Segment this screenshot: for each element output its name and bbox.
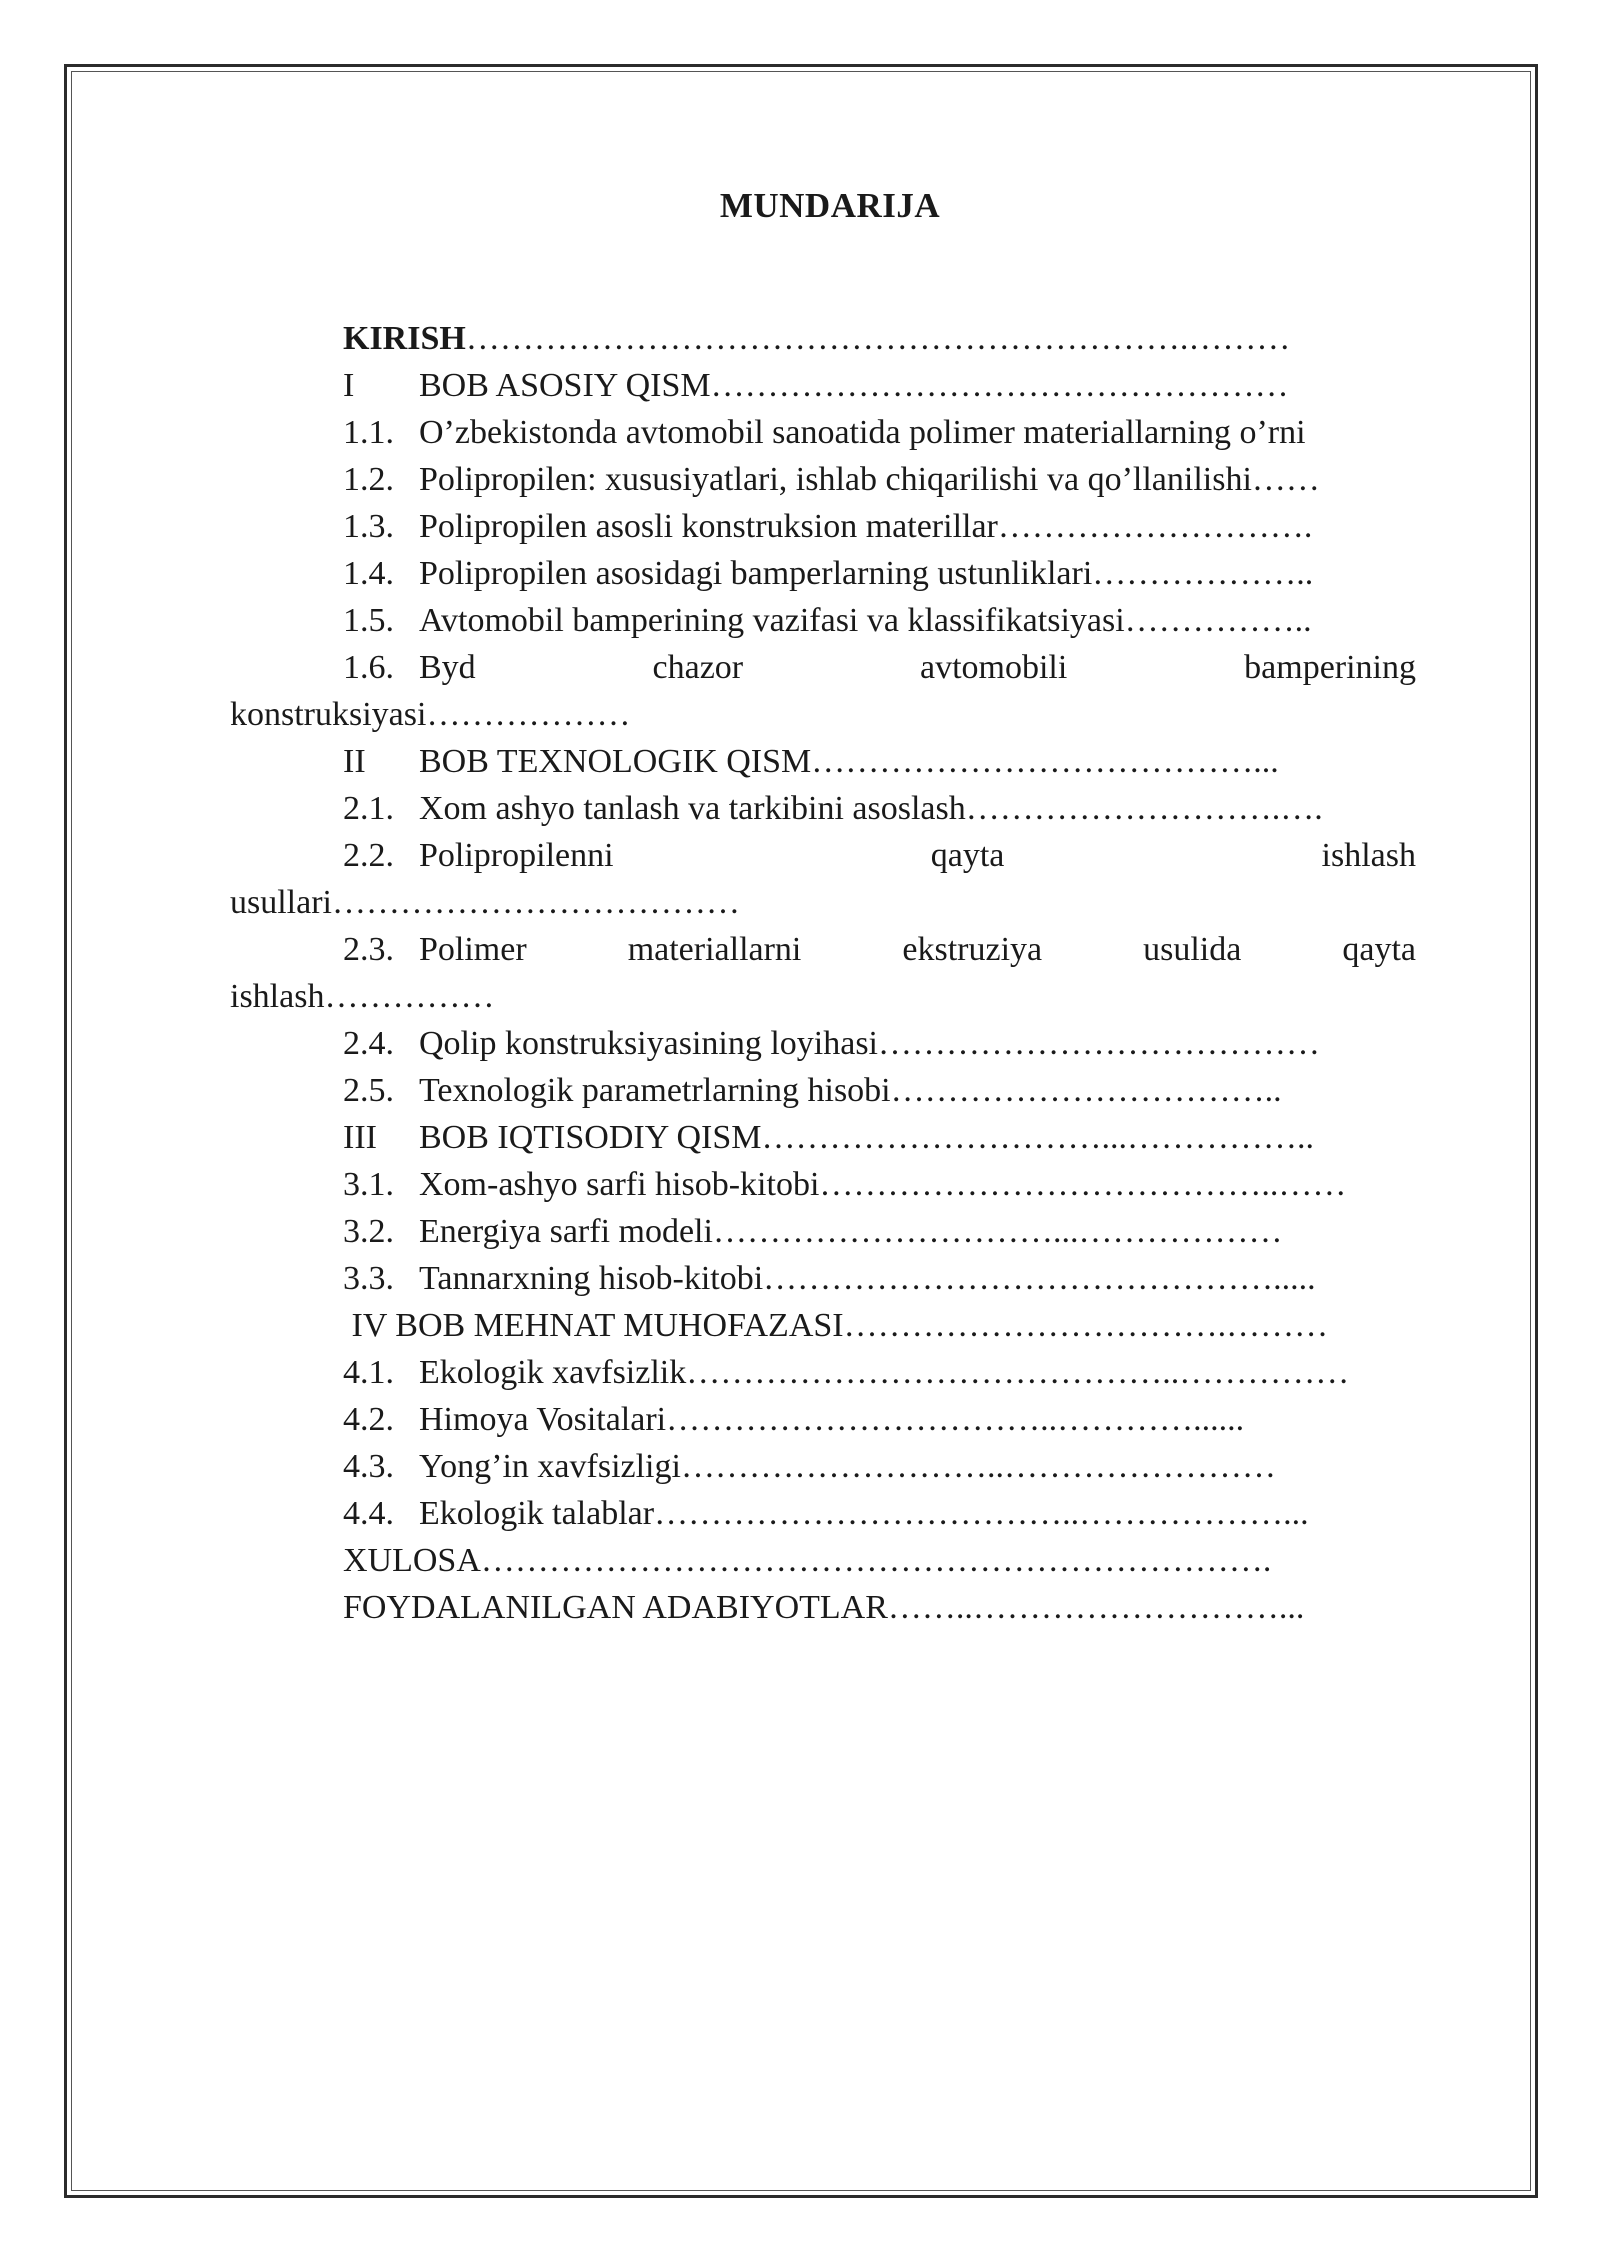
toc-text: Polipropilen: xususiyatlari, ishlab chiqarilishi va qo’llanilishi…… <box>419 461 1320 498</box>
toc-entry-2-2 <box>230 832 1416 879</box>
toc-text: Tannarxning hisob-kitobi………………………………………..... <box>419 1260 1316 1297</box>
toc-entry-2-4 <box>230 1020 1416 1067</box>
toc-entry-1-1 <box>230 409 1416 456</box>
toc-text: Polipropilen asosidagi bamperlarning ustunliklari……………….. <box>419 555 1314 592</box>
toc-number: 2.2. <box>343 837 394 874</box>
toc-entry-xulosa: XULOSA……………………………………………………………. <box>343 1542 1272 1579</box>
toc-entry-4-1 <box>230 1349 1416 1396</box>
toc-number: 4.4. <box>343 1495 394 1532</box>
toc-number: 1.6. <box>343 649 394 686</box>
toc-number: 2.5. <box>343 1072 394 1109</box>
toc-word: ekstruziya <box>902 931 1043 968</box>
toc-word: avtomobili <box>919 649 1068 686</box>
toc-word: ishlash <box>1321 837 1416 874</box>
toc-number: III <box>343 1119 377 1156</box>
toc-entry-chapter-2 <box>230 738 1416 785</box>
table-of-contents <box>230 315 1416 1631</box>
toc-entry-1-3 <box>230 503 1416 550</box>
toc-entry-3-2 <box>230 1208 1416 1255</box>
toc-word: bamperining <box>1244 649 1416 686</box>
toc-word: Byd <box>419 649 476 686</box>
toc-text: Yong’in xavfsizligi………………………..…………………… <box>419 1448 1276 1485</box>
toc-word: Polipropilenni <box>419 837 614 874</box>
toc-word: usulida <box>1143 931 1242 968</box>
toc-entry-3-1 <box>230 1161 1416 1208</box>
toc-number: 2.4. <box>343 1025 394 1062</box>
toc-text: Texnologik parametrlarning hisobi…………………………….. <box>419 1072 1282 1109</box>
toc-number: 4.3. <box>343 1448 394 1485</box>
toc-label: BOB TEXNOLOGIK QISM <box>419 743 812 780</box>
toc-entry-1-2 <box>230 456 1416 503</box>
toc-word: qayta <box>1342 931 1416 968</box>
toc-label: KIRISH <box>343 320 466 357</box>
toc-number: 2.3. <box>343 931 394 968</box>
toc-dots: …………………………………………… <box>710 367 1289 404</box>
page-title: MUNDARIJA <box>719 186 941 225</box>
toc-text: Xom ashyo tanlash va tarkibini asoslash……………………….…. <box>419 790 1323 827</box>
toc-entry-2-2-continuation: usullari……………………………… <box>230 884 740 921</box>
toc-entry-chapter-3 <box>230 1114 1416 1161</box>
toc-entry-4-3 <box>230 1443 1416 1490</box>
toc-label: BOB ASOSIY QISM <box>419 367 711 404</box>
toc-word: materiallarni <box>627 931 802 968</box>
toc-word: chazor <box>652 649 744 686</box>
toc-number: 4.2. <box>343 1401 394 1438</box>
toc-number: 1.2. <box>343 461 394 498</box>
toc-text: Himoya Vositalari……………………………..…………...... <box>419 1401 1245 1438</box>
toc-label: BOB IQTISODIY QISM <box>419 1119 762 1156</box>
toc-number: 3.2. <box>343 1213 394 1250</box>
toc-dots: …………………………………... <box>811 743 1279 780</box>
toc-entry-4-2 <box>230 1396 1416 1443</box>
toc-text: Energiya sarfi modeli…………………………...……………… <box>419 1213 1283 1250</box>
toc-text: Ekologik talablar………………………………..………………... <box>419 1495 1309 1532</box>
toc-entry-1-5 <box>230 597 1416 644</box>
toc-entry-2-3 <box>230 926 1416 973</box>
toc-text: Xom-ashyo sarfi hisob-kitobi…………………………………..…… <box>419 1166 1347 1203</box>
toc-dots: …………………………...…………….. <box>761 1119 1315 1156</box>
toc-text: Ekologik xavfsizlik……………………………………..…………… <box>419 1354 1350 1391</box>
toc-word: Polimer <box>419 931 527 968</box>
toc-entry-2-5 <box>230 1067 1416 1114</box>
toc-number: 1.5. <box>343 602 394 639</box>
toc-entry-kirish <box>230 315 1416 362</box>
toc-entry-references: FOYDALANILGAN ADABIYOTLAR……..………………………... <box>343 1589 1305 1626</box>
toc-entry-2-1 <box>230 785 1416 832</box>
toc-number: 1.3. <box>343 508 394 545</box>
toc-entry-4-4 <box>230 1490 1416 1537</box>
toc-text: Polipropilen asosli konstruksion materillar………………………. <box>419 508 1313 545</box>
toc-entry-2-3-continuation: ishlash…………… <box>230 978 495 1015</box>
toc-text: Avtomobil bamperining vazifasi va klassifikatsiyasi…………….. <box>419 602 1312 639</box>
toc-number: 3.3. <box>343 1260 394 1297</box>
toc-number: II <box>343 743 366 780</box>
toc-entry-3-3 <box>230 1255 1416 1302</box>
toc-number: 1.4. <box>343 555 394 592</box>
toc-entry-1-6 <box>230 644 1416 691</box>
toc-number: 2.1. <box>343 790 394 827</box>
toc-number: 3.1. <box>343 1166 394 1203</box>
toc-text: Qolip konstruksiyasining loyihasi………………………………… <box>419 1025 1320 1062</box>
toc-number: 4.1. <box>343 1354 394 1391</box>
toc-word: qayta <box>930 837 1005 874</box>
toc-entry-1-6-continuation: konstruksiyasi……………… <box>230 696 631 733</box>
toc-entry-chapter-1 <box>230 362 1416 409</box>
toc-number: I <box>343 367 355 404</box>
toc-number: 1.1. <box>343 414 394 451</box>
toc-entry-1-4 <box>230 550 1416 597</box>
toc-dots: ……………………………………………………….……… <box>465 320 1291 357</box>
toc-text: O’zbekistonda avtomobil sanoatida polimer materiallarning o’rni <box>419 414 1306 451</box>
toc-entry-chapter-4: IV BOB MEHNAT MUHOFAZASI…………………………….……… <box>343 1307 1329 1344</box>
